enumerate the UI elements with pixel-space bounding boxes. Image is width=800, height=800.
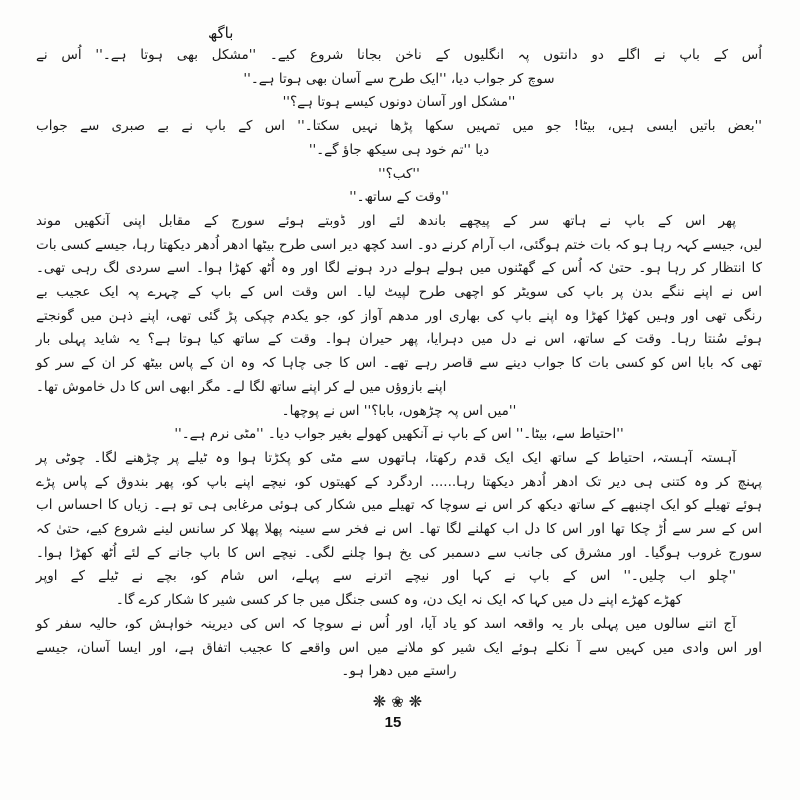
text-line: ہوئے سُنتا رہا۔ وقت کے ساتھ، اس نے دل میں دہرایا، پھر حیران ہوا۔ وقت کے ساتھ کیا ہوتا ہے؟ یہ شاید پہلی بار [36,331,762,348]
text-line: سوچ کر جواب دیا، ''ایک طرح سے آسان بھی ہوتا ہے۔'' [243,70,555,87]
text-line: تھی کہ بابا اس کو کسی بات کا جواب دینے سے قاصر رہے تھے۔ اس کا جی چاہا کہ وہ ان کے پاس بیٹھ کر ان کے سر کو [36,355,762,372]
text-line: اپنے بازوؤں میں لے کر اپنے ساتھ لگا لے۔ مگر ابھی اس کا دل خاموش تھا۔ [36,378,447,395]
text-line: پھر اس کے باپ نے ہاتھ سر کے پیچھے باندھ لئے اور ڈوبتے ہوئے سورج کے مقابل اپنی آنکھیں موند [36,212,736,229]
text-line: لیں، جیسے کہہ رہا ہو کہ بات ختم ہوگئی، اب آرام کرنے دو۔ اسد کچھ دیر اسی طرح بیٹھا ادھر اُدھر دیکھتا رہا، جیسے کسی بات [36,236,762,253]
running-header-title: باگھ [208,24,234,42]
body-text [36,44,762,684]
text-line: اس کے سر سے اُڑ چکا تھا اور اس کا دل اب کھلنے لگا تھا۔ اس نے فخر سے سینہ پھلا پھلا کر سانس لینے شروع کیے، حتیٰ کہ [36,521,762,538]
rosette-icon: ❋ [408,692,428,711]
text-line: کا انتظار کر رہا ہو۔ حتیٰ کہ اُس کے گھٹنوں میں ہولے ہولے درد ہونے لگا اور وہ اُٹھ کھڑا ہوا۔ اسے سردی لگ رہی تھی۔ [36,260,762,277]
text-line: ''وقت کے ساتھ۔'' [349,189,449,206]
text-line: ''کب؟'' [378,165,420,182]
text-line: اور اس وادی میں کہیں سے آ نکلے ہوئے ایک شیر کو ملانے میں اس واقعے کا عجیب اتفاق ہے، اور ایسا آسان، جیسے [36,639,762,656]
text-line: رنگی تھی اور وہیں کھڑا کھڑا وہ اپنے باپ کی بھاری اور مدھم آواز کو، جو یکدم چپکی پڑ گئی تھی، اپنے ذہن میں گونجتے [36,307,762,324]
text-line: ''مشکل اور آسان دونوں کیسے ہوتا ہے؟'' [282,94,516,111]
flower-icon: ❀ [391,693,409,711]
text-line: ''میں اس پہ چڑھوں، بابا؟'' اس نے پوچھا۔ [281,402,517,419]
rosette-icon: ❋ [372,692,392,711]
text-line: کھڑے کھڑے اپنے دل میں کہا کہ ایک نہ ایک دن، وہ کسی جنگل میں جا کر کسی شیر کا شکار کرے گا۔ [115,592,683,609]
text-line: اُس کے باپ نے اگلے دو دانتوں پہ انگلیوں کے ناخن بجانا شروع کیے۔ ''مشکل بھی ہوتا ہے۔'' اُس نے [36,47,762,63]
text-line: اس نے اپنے ننگے بدن پر باپ کی سویٹر کو اچھی طرح لپیٹ لیا۔ اس وقت اس کے باپ کے چہرے پہ ایک عجیب بے [36,284,762,301]
text-line: ''احتیاط سے، بیٹا۔'' اس کے باپ نے آنکھیں کھولے بغیر جواب دیا۔ ''مٹی نرم ہے۔'' [174,426,624,443]
text-line: آہستہ آہستہ، احتیاط کے ساتھ ایک ایک قدم رکھتا، ہاتھوں سے مٹی کو پکڑتا ہوا وہ ٹیلے پر چڑھنے لگا۔ چوٹی پر [36,449,736,466]
text-line: سورج غروب ہوگیا۔ اور مشرق کی جانب سے دسمبر کی یخ ہوا چلنے لگی۔ نیچے اس کا باپ جانے کے لئے اُٹھ کھڑا ہوا۔ [36,544,762,561]
text-line: ہوئے تھیلے کو ایک اچنبھے کے ساتھ دیکھ کر اس نے سوچا کہ تھیلے میں شکار کی ہوئی مرغابی ہی تو ہے۔ زیاں کا احساس اب [36,497,762,514]
page-number: 15 [384,714,402,731]
text-line: آج اتنے سالوں میں پہلی بار یہ واقعہ اسد کو یاد آیا، اور اُس نے سوچا کہ اس کی دیرینہ خواہش کو، حالیہ سفر کو [36,615,736,632]
text-line: پہنچ کر وہ کتنی ہی دیر تک ادھر اُدھر دیکھتا رہا...... اردگرد کے کھیتوں کو، نیچے اپنے باپ کو، پھر بندوق کے پاس پڑے [36,473,762,490]
text-line: راستے میں دھرا ہو۔ [341,663,457,680]
text-line: دیا ''تم خود ہی سیکھ جاؤ گے۔'' [308,141,490,158]
text-line: ''چلو اب چلیں۔'' اس کے باپ نے کہا اور نیچے اترنے سے پہلے، اس شام کو، بچے نے ٹیلے کے اوپر [36,568,736,585]
section-divider [0,692,800,711]
text-line: ''بعض باتیں ایسی ہیں، بیٹا! جو میں تمہیں سکھا پڑھا نہیں سکتا۔'' اس کے باپ نے بے صبری سے جواب [36,118,762,135]
